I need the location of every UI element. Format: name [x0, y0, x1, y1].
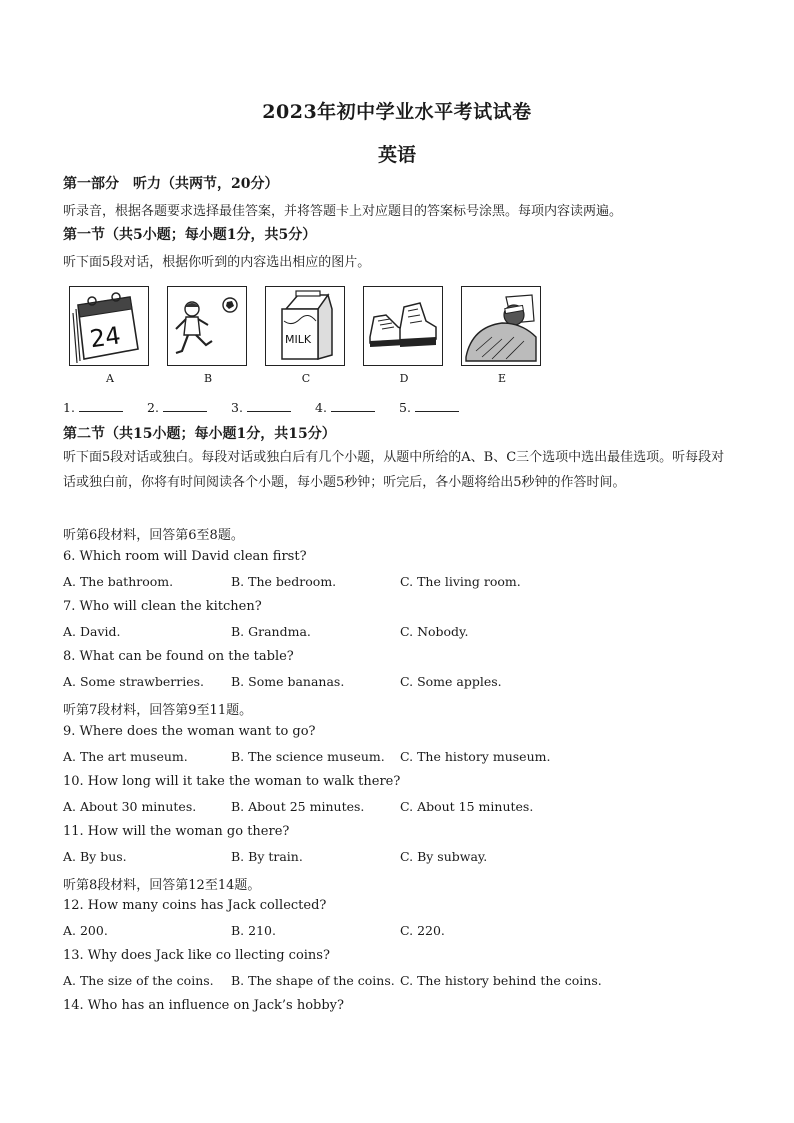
question-11-option-c[interactable]: C. By subway. [400, 849, 488, 864]
question-8-option-a[interactable]: A. Some strawberries. [63, 674, 204, 689]
section1-instruction: 听下面5段对话，根据你听到的内容选出相应的图片。 [63, 255, 371, 270]
group-intro: 听第8段材料，回答第12至14题。 [63, 878, 261, 893]
exam-subject: 英语 [377, 144, 416, 166]
milk-carton-icon [266, 287, 344, 365]
picture-label-c: C [301, 372, 311, 385]
group-intro: 听第7段材料，回答第9至11题。 [63, 703, 253, 718]
question-6-option-a[interactable]: A. The bathroom. [63, 574, 174, 589]
question-8-option-c[interactable]: C. Some apples. [400, 674, 502, 689]
part1-heading: 第一部分 听力（共两节，20分） [63, 176, 279, 192]
exam-title: 2023年初中学业水平考试试卷 [262, 101, 532, 123]
blank-number: 5. [399, 400, 411, 415]
blank-1[interactable] [63, 399, 123, 415]
blank-number: 4. [315, 400, 327, 415]
picture-d [363, 286, 443, 366]
question-13-option-a[interactable]: A. The size of the coins. [63, 973, 214, 988]
sick-person-in-bed-icon [462, 287, 540, 365]
blank-5[interactable] [399, 399, 459, 415]
blank-number: 3. [231, 400, 243, 415]
question-7-option-a[interactable]: A. David. [63, 624, 121, 639]
boy-kicking-ball-icon [168, 287, 246, 365]
group-intro: 听第6段材料，回答第6至8题。 [63, 528, 244, 543]
picture-label-e: E [497, 372, 507, 385]
question-11-option-b[interactable]: B. By train. [231, 849, 303, 864]
question-8: 8. What can be found on the table? [63, 649, 294, 664]
blank-number: 1. [63, 400, 75, 415]
blank-line [163, 399, 207, 412]
carton-text: MILK [285, 333, 312, 346]
section2-heading: 第二节（共15小题；每小题1分，共15分） [63, 426, 336, 442]
question-8-option-b[interactable]: B. Some bananas. [231, 674, 345, 689]
question-10: 10. How long will it take the woman to walk there? [63, 774, 401, 789]
question-9: 9. Where does the woman want to go? [63, 724, 316, 739]
question-13: 13. Why does Jack like co llecting coins? [63, 948, 330, 963]
picture-options [69, 286, 549, 386]
section2-instruction: 听下面5段对话或独白。每段对话或独白后有几个小题，从题中所给的A、B、C三个选项中选出最佳选项。听每段对话或独白前，你将有时间阅读各个小题，每小题5秒钟；听完后，各小题将给出5秒钟的作答时间。 [63, 450, 725, 490]
question-13-option-c[interactable]: C. The history behind the coins. [400, 973, 602, 988]
sneakers-icon [364, 287, 442, 365]
question-10-option-c[interactable]: C. About 15 minutes. [400, 799, 534, 814]
picture-e [461, 286, 541, 366]
question-6-option-b[interactable]: B. The bedroom. [231, 574, 337, 589]
picture-c [265, 286, 345, 366]
picture-label-b: B [203, 372, 213, 385]
question-12-option-a[interactable]: A. 200. [63, 923, 108, 938]
question-9-option-b[interactable]: B. The science museum. [231, 749, 385, 764]
question-14: 14. Who has an influence on Jack’s hobby? [63, 998, 344, 1013]
blank-2[interactable] [147, 399, 207, 415]
blank-number: 2. [147, 400, 159, 415]
picture-label-d: D [399, 372, 409, 385]
calendar-number: 24 [88, 321, 123, 354]
picture-a [69, 286, 149, 366]
picture-label-a: A [106, 372, 114, 385]
section1-heading: 第一节（共5小题；每小题1分，共5分） [63, 227, 317, 243]
question-12-option-c[interactable]: C. 220. [400, 923, 445, 938]
question-9-option-a[interactable]: A. The art museum. [63, 749, 188, 764]
question-13-option-b[interactable]: B. The shape of the coins. [231, 973, 395, 988]
blank-line [79, 399, 123, 412]
question-6-option-c[interactable]: C. The living room. [400, 574, 521, 589]
question-7-option-b[interactable]: B. Grandma. [231, 624, 311, 639]
question-10-option-b[interactable]: B. About 25 minutes. [231, 799, 365, 814]
question-7-option-c[interactable]: C. Nobody. [400, 624, 469, 639]
blank-line [415, 399, 459, 412]
question-6: 6. Which room will David clean first? [63, 549, 307, 564]
question-10-option-a[interactable]: A. About 30 minutes. [63, 799, 197, 814]
question-7: 7. Who will clean the kitchen? [63, 599, 262, 614]
blank-3[interactable] [231, 399, 291, 415]
question-12: 12. How many coins has Jack collected? [63, 898, 327, 913]
calendar-24-icon [70, 287, 148, 365]
question-12-option-b[interactable]: B. 210. [231, 923, 276, 938]
part1-instruction: 听录音，根据各题要求选择最佳答案，并将答题卡上对应题目的答案标号涂黑。每项内容读两遍。 [63, 204, 623, 219]
blank-line [331, 399, 375, 412]
blank-line [247, 399, 291, 412]
question-11-option-a[interactable]: A. By bus. [63, 849, 127, 864]
question-11: 11. How will the woman go there? [63, 824, 290, 839]
question-9-option-c[interactable]: C. The history museum. [400, 749, 551, 764]
blank-4[interactable] [315, 399, 375, 415]
picture-b [167, 286, 247, 366]
